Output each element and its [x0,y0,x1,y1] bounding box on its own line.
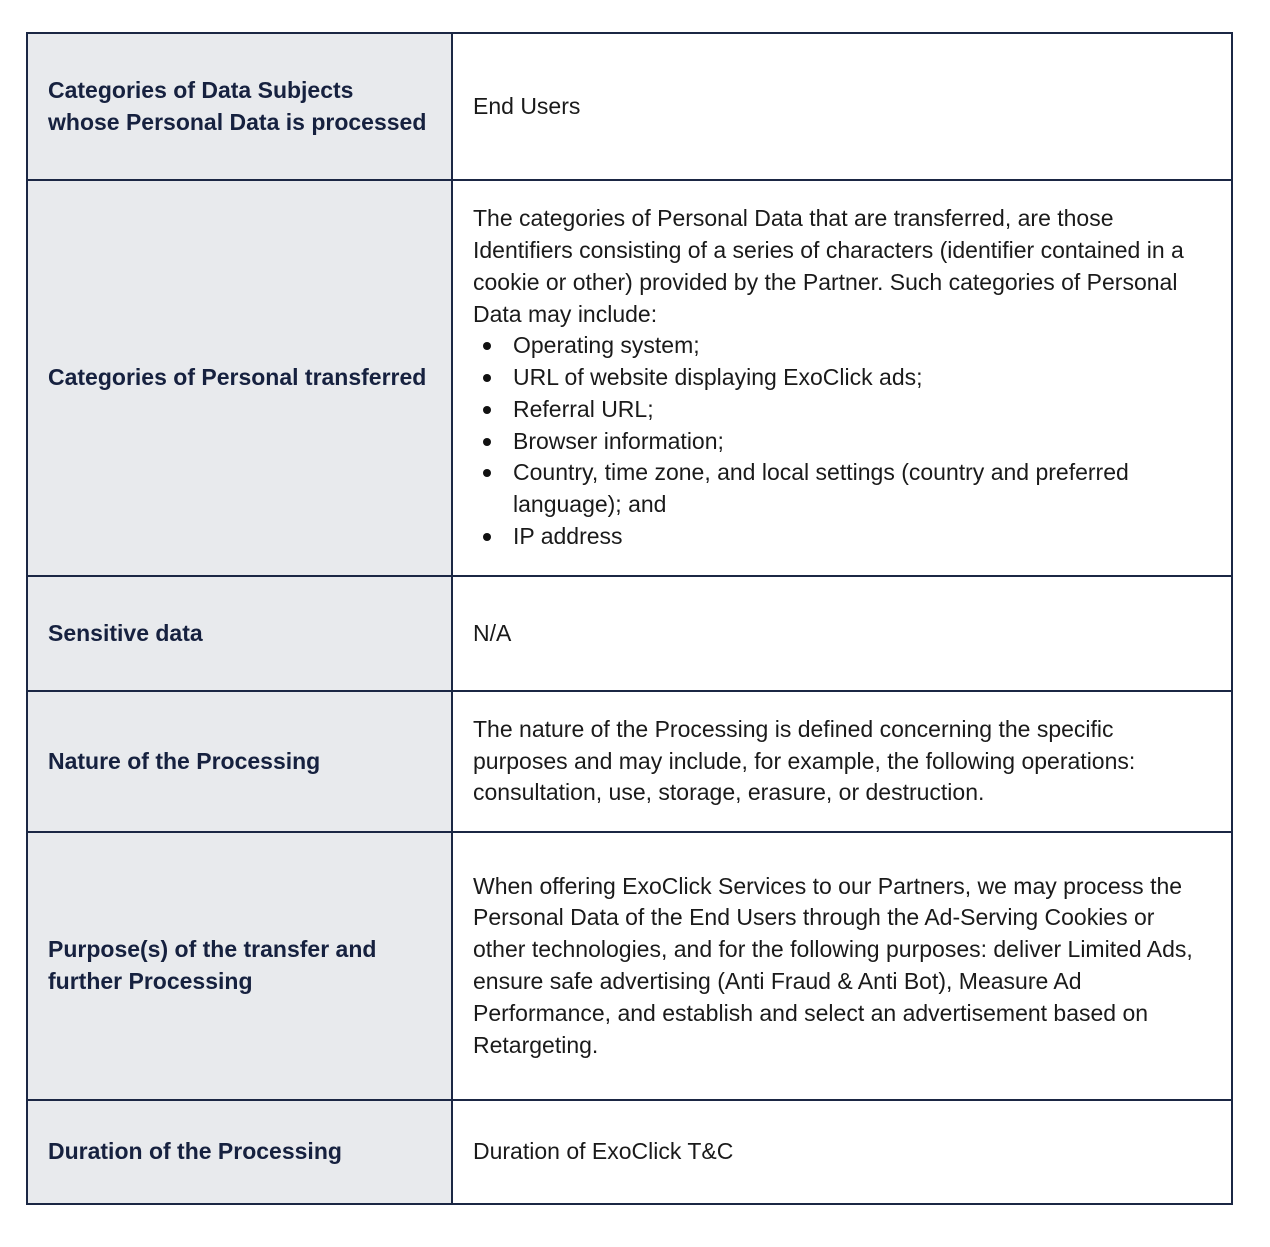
list-item: Operating system; [513,330,1213,362]
row-duration [27,1100,1232,1204]
list-item: IP address [513,521,1213,553]
row-value: The nature of the Processing is defined concerning the specific purposes and may include, for example, the following operations: consultation, use, storage, erasure, or destruction. [452,691,1232,832]
row-label: Nature of the Processing [27,691,452,832]
row-value: Duration of ExoClick T&C [452,1100,1232,1204]
row-label: Duration of the Processing [27,1100,452,1204]
row-label: Categories of Personal transferred [27,180,452,576]
row-purposes [27,832,1232,1100]
list-item: URL of website displaying ExoClick ads; [513,362,1213,394]
row-sensitive-data [27,576,1232,691]
categories-intro: The categories of Personal Data that are transferred, are those Identifiers consisting of a series of characters (identifier contained in a cookie or other) provided by the Partner. Such categories of Personal Data may include: [473,205,1184,327]
categories-list [473,330,1213,553]
list-item: Referral URL; [513,394,1213,426]
row-data-subjects [27,33,1232,180]
row-value: When offering ExoClick Services to our Partners, we may process the Personal Data of the End Users through the Ad-Serving Cookies or other technologies, and for the following purposes: deliver Limited Ads, ensure safe advertising (Anti Fraud & Anti Bot), Measure Ad Performance, and establish and select an advertisement based on Retargeting. [452,832,1232,1100]
row-label: Categories of Data Subjects whose Personal Data is processed [27,33,452,180]
row-nature-of-processing [27,691,1232,832]
row-value: N/A [452,576,1232,691]
list-item: Browser information; [513,426,1213,458]
data-processing-table [26,32,1233,1205]
row-personal-data-categories [27,180,1232,576]
row-label: Purpose(s) of the transfer and further Processing [27,832,452,1100]
row-value: End Users [452,33,1232,180]
row-label: Sensitive data [27,576,452,691]
row-value [452,180,1232,576]
list-item: Country, time zone, and local settings (country and preferred language); and [513,457,1213,521]
